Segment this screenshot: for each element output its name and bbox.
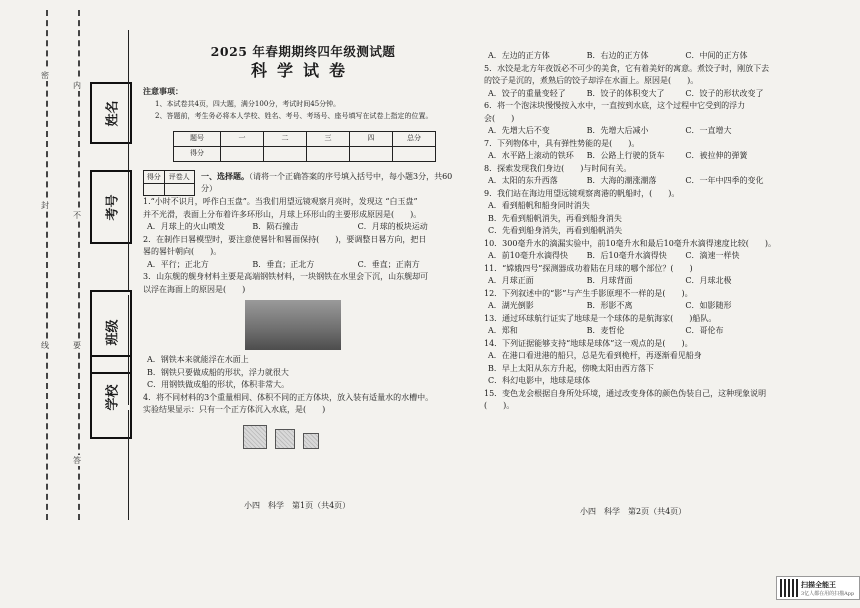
strip-char: 要 — [73, 341, 81, 350]
exam-title: 2025 年春期期终四年级测试题 — [210, 44, 396, 59]
section1-heading: 一、选择题。（请将一个正确答案的序号填入括号中，每小题3分，共60分） — [200, 170, 453, 193]
score-cell: 三 — [307, 131, 350, 146]
class-box: 班级 — [90, 290, 132, 374]
note-item: 2、答题前，考生务必将本人学校、姓名、考号、考场号、座号填写在试卷上指定的位置。 — [155, 112, 433, 120]
cubes-illustration — [243, 425, 463, 449]
left-page — [143, 44, 463, 449]
options-row — [143, 221, 463, 234]
strip-char: 答 — [73, 456, 81, 465]
grader-label: 评卷人 — [164, 170, 194, 184]
score-input-cell[interactable] — [221, 146, 264, 161]
answer-option[interactable]: A．太阳的东升西落 — [488, 176, 558, 185]
answer-option[interactable]: C．垂直；正南方 — [357, 259, 420, 269]
question — [484, 238, 784, 263]
answer-option[interactable]: A．钢铁本来就能浮在水面上 — [147, 355, 249, 364]
answer-option[interactable]: A．平行；正北方 — [147, 259, 209, 269]
answer-option[interactable]: C．滴速一样快 — [685, 251, 740, 260]
score-cell: 总分 — [393, 131, 436, 146]
answer-option[interactable]: C．被拉伸的弹簧 — [685, 151, 748, 160]
aircraft-carrier-photo — [245, 300, 341, 350]
options-row — [484, 275, 784, 288]
answer-option[interactable]: A．左边的正方体 — [488, 51, 550, 60]
answer-option[interactable]: B．先增大后减小 — [586, 126, 649, 135]
answer-option[interactable]: A．湖光倒影 — [488, 301, 534, 310]
question — [484, 138, 784, 163]
question-stem: 5．水饺是北方年夜饭必不可少的美食，它有着美好的寓意。煮饺子时，刚放下去 — [484, 63, 770, 73]
grader-score-label: 得分 — [144, 170, 165, 184]
footer-left: 小四 科学 第1页（共4页） — [244, 501, 351, 510]
qr-code-icon — [780, 579, 798, 597]
answer-option[interactable]: A．月球上的火山喷发 — [147, 222, 225, 231]
answer-option[interactable]: C．月球北极 — [685, 276, 732, 285]
answer-option[interactable]: A．在港口看进港的船只，总是先看到桅杆，再逐渐看见船身 — [488, 351, 702, 360]
answer-option[interactable]: A．郑和 — [488, 326, 518, 335]
answer-option[interactable]: C．用钢铁做成船的形状，体积非常大。 — [147, 380, 290, 389]
options-row — [484, 250, 784, 263]
section1-header — [143, 170, 463, 197]
question — [143, 234, 463, 272]
question-stem: 2．在制作日晷模型时，要注意使晷针和晷面保持( )，要调整日晷方向，把日 — [143, 234, 427, 244]
question — [484, 100, 784, 138]
answer-option[interactable]: A．先增大后不变 — [488, 126, 550, 135]
question-stem: 12．下列叙述中的“影”与产生手影原理不一样的是( )。 — [484, 288, 693, 298]
question-stem: 晷的晷针朝向( )。 — [143, 247, 222, 256]
answer-option[interactable]: C．中间的正方体 — [685, 51, 748, 60]
answer-option[interactable]: A．水平路上滚动的铁环 — [488, 151, 574, 160]
answer-option[interactable]: B．公路上行驶的货车 — [586, 151, 665, 160]
answer-option[interactable]: B．麦哲伦 — [586, 326, 625, 335]
answer-option[interactable]: B．形影不离 — [586, 301, 633, 310]
question-stem: 7．下列物体中，具有弹性势能的是( )。 — [484, 138, 640, 148]
options-row — [484, 300, 784, 313]
grader-name-input[interactable] — [164, 184, 194, 196]
answer-option[interactable]: C．科幻电影中，地球是球体 — [488, 376, 591, 385]
exam-subtitle: 科学试卷 — [250, 60, 355, 80]
answer-option[interactable]: C．哥伦布 — [685, 326, 724, 335]
answer-option[interactable]: B．垂直；正北方 — [252, 259, 315, 269]
question-stem: 会( ) — [484, 113, 515, 123]
strip-char: 不 — [73, 211, 81, 220]
score-input-cell[interactable] — [350, 146, 393, 161]
right-page — [484, 50, 784, 413]
answer-option[interactable]: B．大海的潮涨潮落 — [586, 176, 657, 185]
answer-option[interactable]: A．前10毫升水滴得快 — [488, 251, 568, 260]
right-questions — [484, 50, 784, 413]
answer-option[interactable]: C．如影随形 — [685, 301, 732, 310]
score-table — [173, 131, 436, 162]
question-stem: 1.“小时不识月，呼作白玉盘”。当我们用望远镜观察月亮时，发现这 “白玉盘” — [143, 197, 418, 206]
answer-option[interactable]: A．月球正面 — [488, 276, 534, 285]
exam-number-box: 考号 — [90, 170, 132, 244]
exam-number-line[interactable] — [128, 180, 129, 290]
answer-option[interactable]: B．右边的正方体 — [586, 51, 649, 60]
options-row — [143, 259, 463, 272]
question — [143, 392, 463, 449]
question-stem: 11．“嫦娥四号”探测器成功着陆在月球的哪个部位？( ) — [484, 263, 693, 273]
strip-char: 内 — [73, 81, 81, 90]
school-line[interactable] — [128, 410, 129, 520]
answer-option[interactable]: B．钢铁只要做成船的形状，浮力就很大 — [147, 367, 289, 377]
notes-heading: 注意事项： — [143, 86, 183, 96]
answer-option[interactable]: C．先看到船身消失，再看到船帆消失 — [488, 226, 623, 235]
score-cell: 一 — [221, 131, 264, 146]
strip-char: 线 — [41, 341, 49, 350]
answer-option[interactable]: B．早上太阳从东方升起，傍晚太阳由西方落下 — [488, 363, 654, 373]
question — [484, 388, 784, 413]
score-input-cell[interactable] — [393, 146, 436, 161]
question-stem: 以浮在海面上的原因是( ) — [143, 284, 246, 294]
score-cell: 题号 — [174, 131, 221, 146]
question-stem: 3．山东舰的舰身材料主要是高端钢铁材料，一块钢铁在水里会下沉，山东舰却可 — [143, 272, 429, 281]
note-item: 1、本试卷共4页，四大题，满分100分，考试时间45分钟。 — [155, 99, 341, 108]
options-row — [484, 50, 784, 63]
strip-char: 密 — [41, 71, 49, 80]
question-stem: 实验结果显示：只有一个正方体沉入水底，是( ) — [143, 405, 326, 414]
question-stem: 14．下列证据能够支持“地球是球体”这一观点的是( )。 — [484, 338, 693, 348]
answer-option[interactable]: B．月球背面 — [586, 276, 633, 285]
question-stem: 9．我们站在海边用望远镜观察离港的帆船时，( )。 — [484, 188, 680, 198]
footer-right: 小四 科学 第2页（共4页） — [580, 507, 687, 516]
score-input-cell[interactable] — [264, 146, 307, 161]
options-row — [484, 88, 784, 101]
question-stem: ( )。 — [484, 401, 515, 410]
scanner-label: 扫描全能王 — [801, 579, 836, 589]
question-stem: 并不光滑，表面上分布着许多环形山，月球上环形山的主要形成原因是( )。 — [143, 209, 422, 219]
dashed-line-outer — [46, 10, 48, 520]
options-row — [484, 175, 784, 188]
question — [143, 196, 463, 234]
answer-option[interactable]: B．后10毫升水滴得快 — [586, 251, 667, 260]
score-input-cell[interactable] — [307, 146, 350, 161]
grader-table — [143, 170, 195, 197]
left-questions — [143, 196, 463, 449]
question-stem: 的饺子是沉的，煮熟后的饺子却浮在水面上。原因是( )。 — [484, 76, 699, 85]
question — [484, 313, 784, 338]
question — [143, 271, 463, 392]
question-stem: 13．通过环球航行证实了地球是一个球体的是航海家( )船队。 — [484, 313, 717, 323]
options-row — [484, 150, 784, 163]
answer-option[interactable]: C．一年中四季的变化 — [685, 176, 764, 185]
question — [484, 338, 784, 388]
question-stem: 4．将不同材料的3个重量相同、体积不同的正方体块，放入装有适量水的水槽中。 — [143, 392, 434, 402]
name-box: 姓名 — [90, 82, 132, 144]
cube-icon — [243, 425, 267, 449]
strip-char: 封 — [41, 201, 49, 210]
answer-option[interactable]: A．看到船帆和船身同时消失 — [488, 201, 590, 210]
question-stem: 8．探索发现我们身边( )与时间有关。 — [484, 163, 632, 173]
binding-strip — [28, 10, 138, 530]
answer-option[interactable]: C．月球的板块运动 — [357, 222, 428, 231]
question — [484, 288, 784, 313]
scanner-sub: 3亿人都在用的扫描App — [801, 590, 855, 597]
question — [484, 50, 784, 63]
answer-option[interactable]: C．饺子的形状改变了 — [685, 88, 764, 98]
question — [484, 263, 784, 288]
answer-option[interactable]: C．一直增大 — [685, 126, 732, 135]
score-cell: 得分 — [174, 146, 221, 161]
answer-option[interactable]: A．饺子的重量变轻了 — [488, 88, 566, 98]
cube-icon — [275, 429, 295, 449]
grader-score-input[interactable] — [144, 184, 165, 196]
answer-option[interactable]: B．饺子的体积变大了 — [586, 88, 665, 98]
school-box: 学校 — [90, 355, 132, 439]
question-stem: 10．300毫升水的滴漏实验中，前10毫升水和最后10毫升水滴得速度比较( )。 — [484, 238, 777, 248]
name-line[interactable] — [128, 30, 129, 180]
question — [484, 163, 784, 188]
scanner-watermark — [776, 576, 860, 600]
options-row — [484, 125, 784, 138]
answer-option[interactable]: B．先看到船帆消失，再看到船身消失 — [488, 213, 622, 223]
options-row — [484, 325, 784, 338]
question-stem: 6．将一个泡沫块慢慢按入水中，一直按到水底，这个过程中它受到的浮力 — [484, 101, 746, 110]
score-cell: 二 — [264, 131, 307, 146]
question — [484, 188, 784, 238]
score-cell: 四 — [350, 131, 393, 146]
answer-option[interactable]: B．陨石撞击 — [252, 222, 299, 231]
cube-icon — [303, 433, 319, 449]
question — [484, 63, 784, 101]
question-stem: 15．变色龙会根据自身所处环境，通过改变身体的颜色伪装自己，这种现象说明 — [484, 388, 767, 398]
